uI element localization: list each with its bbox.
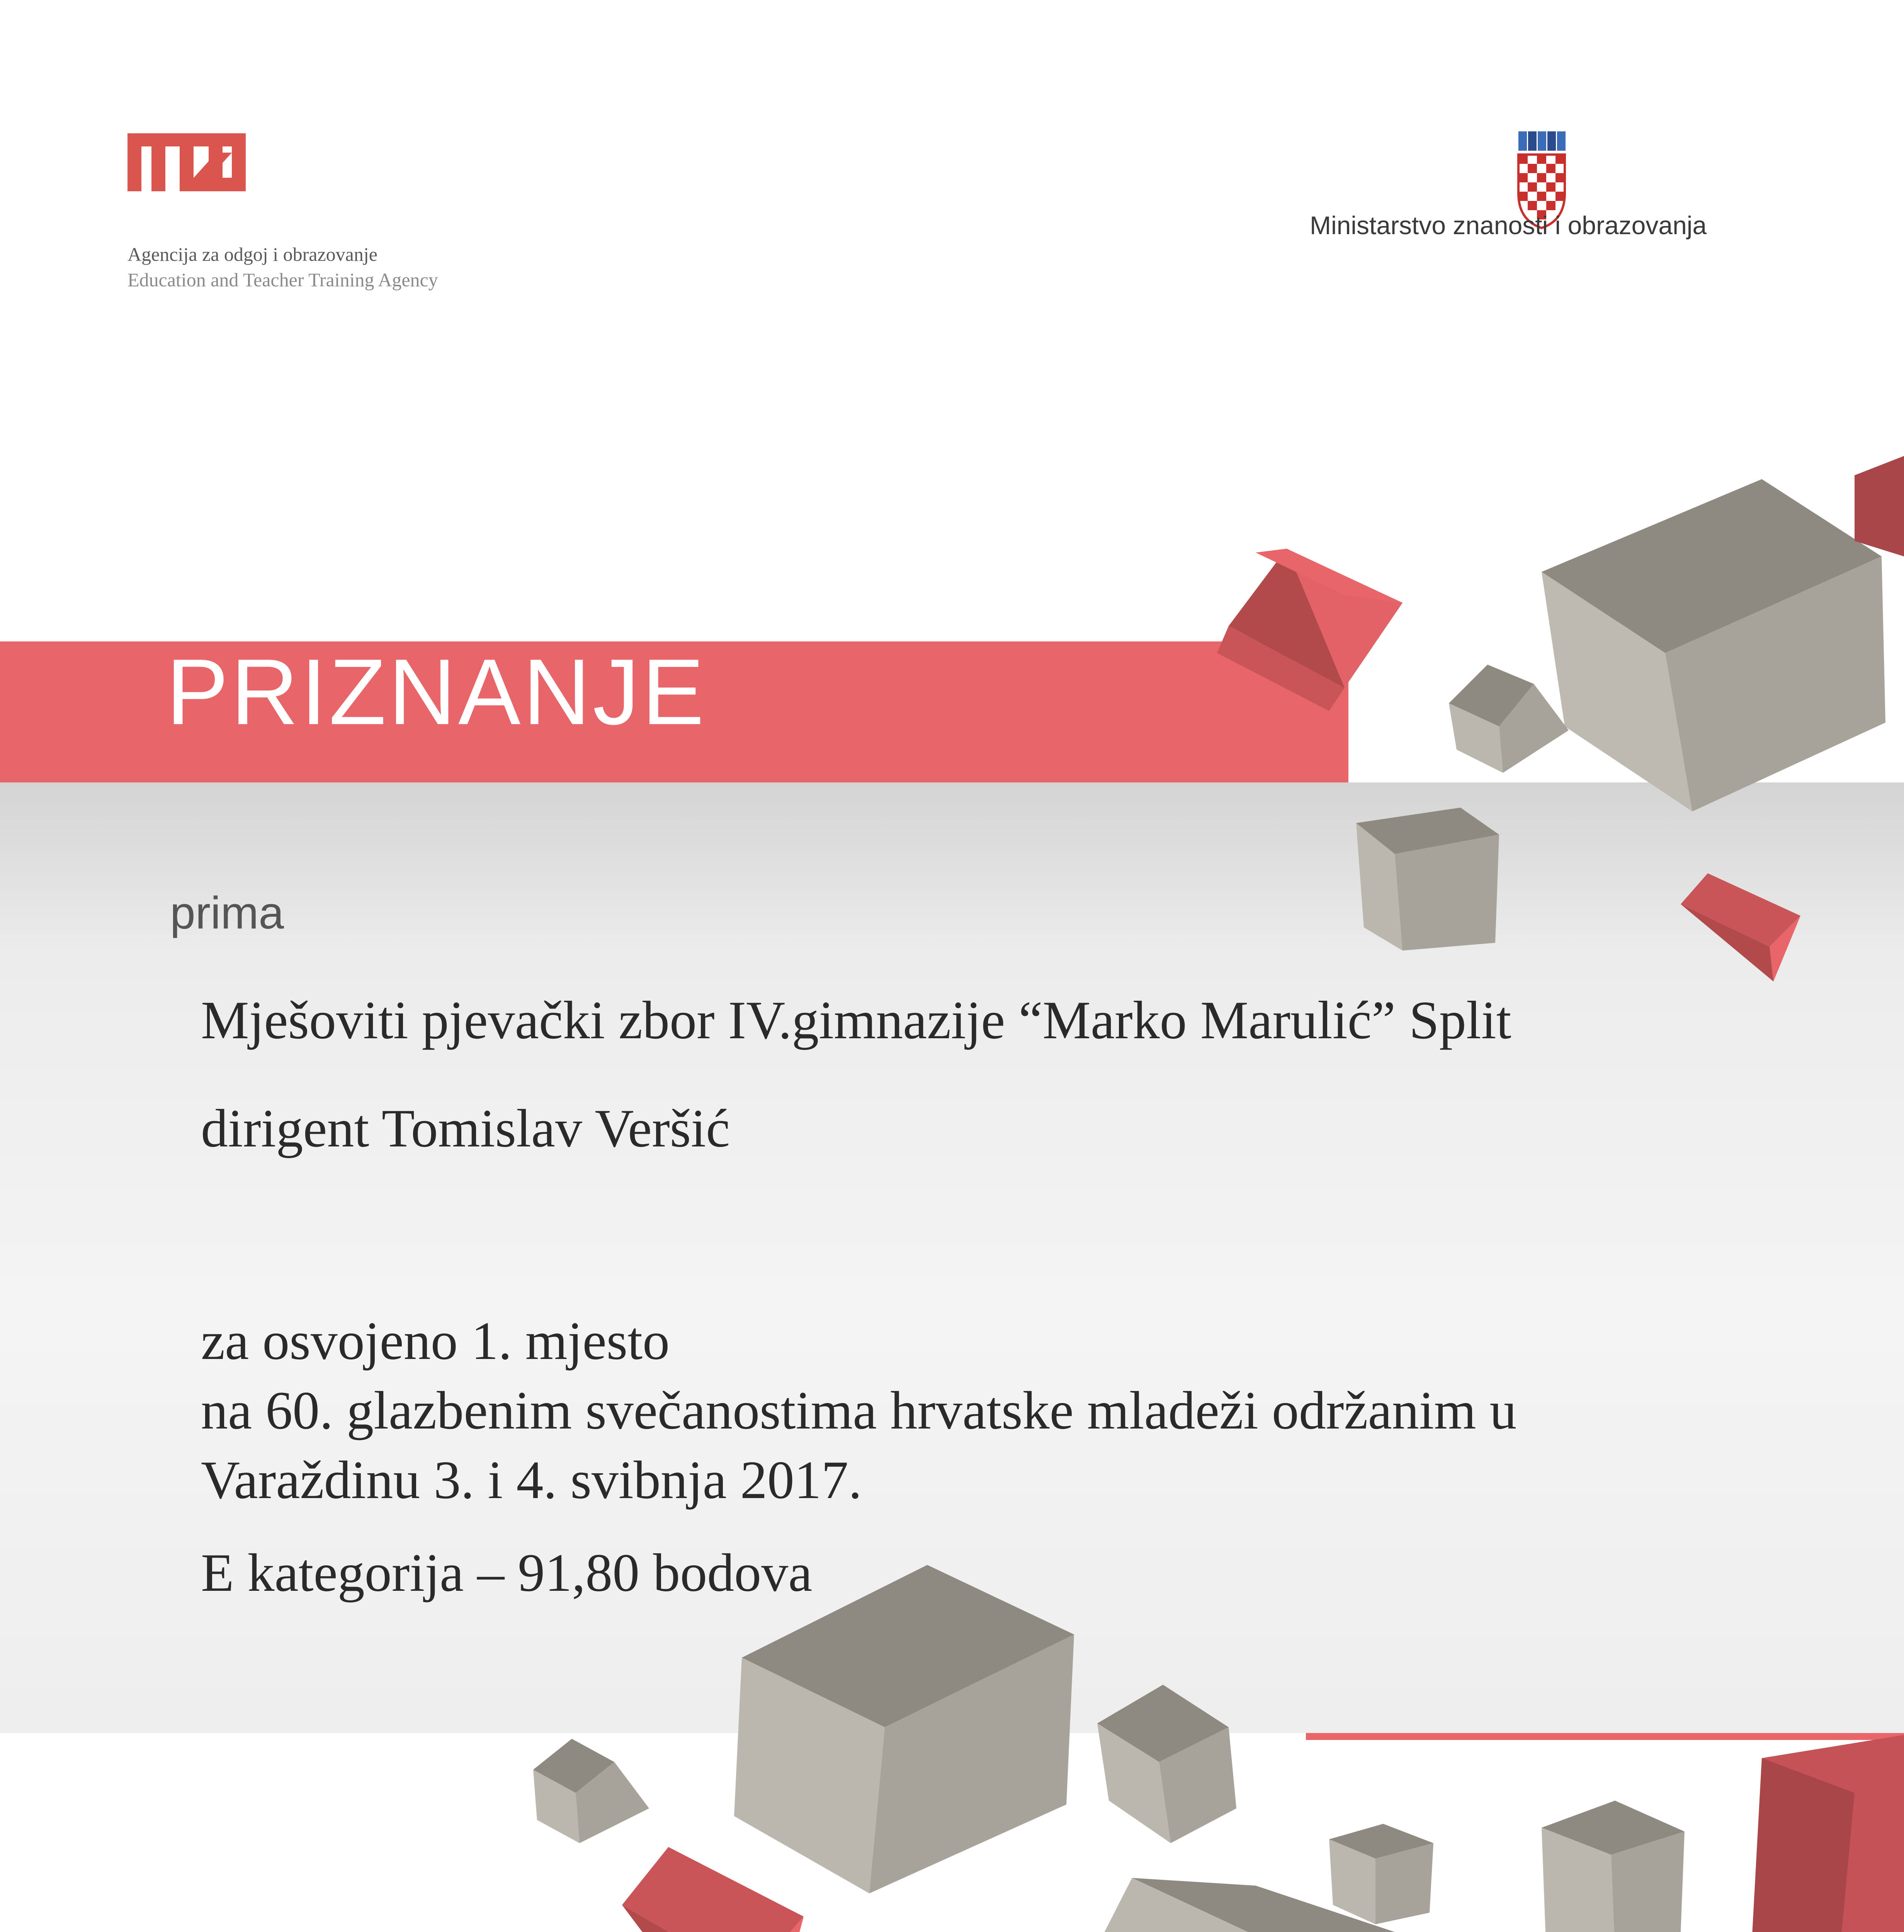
red-cube-top-right bbox=[1855, 456, 1904, 556]
award-line-3: Varaždinu 3. i 4. svibnja 2017. bbox=[201, 1450, 862, 1510]
cube-mid-band bbox=[1356, 808, 1499, 951]
recipient-name: Mješoviti pjevački zbor IV.gimnazije “Marko Marulić” Split bbox=[201, 990, 1511, 1050]
agency-name-en: Education and Teacher Training Agency bbox=[128, 269, 438, 291]
cube-small-top bbox=[1449, 665, 1569, 773]
cube-small-left bbox=[533, 1739, 649, 1843]
cube-large-top-right bbox=[1542, 479, 1885, 811]
certificate-title: PRIZNANJE bbox=[166, 640, 707, 744]
cube-right-mid-1 bbox=[1329, 1824, 1433, 1924]
red-stripe bbox=[1306, 1733, 1904, 1740]
award-line-2: na 60. glazbenim svečanostima hrvatske mladeži održanim u bbox=[201, 1381, 1517, 1440]
agency-name bbox=[128, 242, 438, 293]
conductor-name: dirigent Tomislav Veršić bbox=[201, 1099, 730, 1158]
received-by-label: prima bbox=[170, 888, 284, 939]
cube-right-mid-2 bbox=[1542, 1801, 1685, 1932]
ministry-name: Ministarstvo znanosti i obrazovanja bbox=[1310, 211, 1707, 240]
red-cube-right-large bbox=[1739, 1735, 1904, 1932]
award-line-1: za osvojeno 1. mjesto bbox=[201, 1311, 670, 1371]
red-cube-left bbox=[622, 1847, 804, 1932]
category-score: E kategorija – 91,80 bodova bbox=[201, 1543, 813, 1603]
agency-name-hr: Agencija za odgoj i obrazovanje bbox=[128, 243, 377, 265]
agency-logo bbox=[128, 133, 246, 191]
